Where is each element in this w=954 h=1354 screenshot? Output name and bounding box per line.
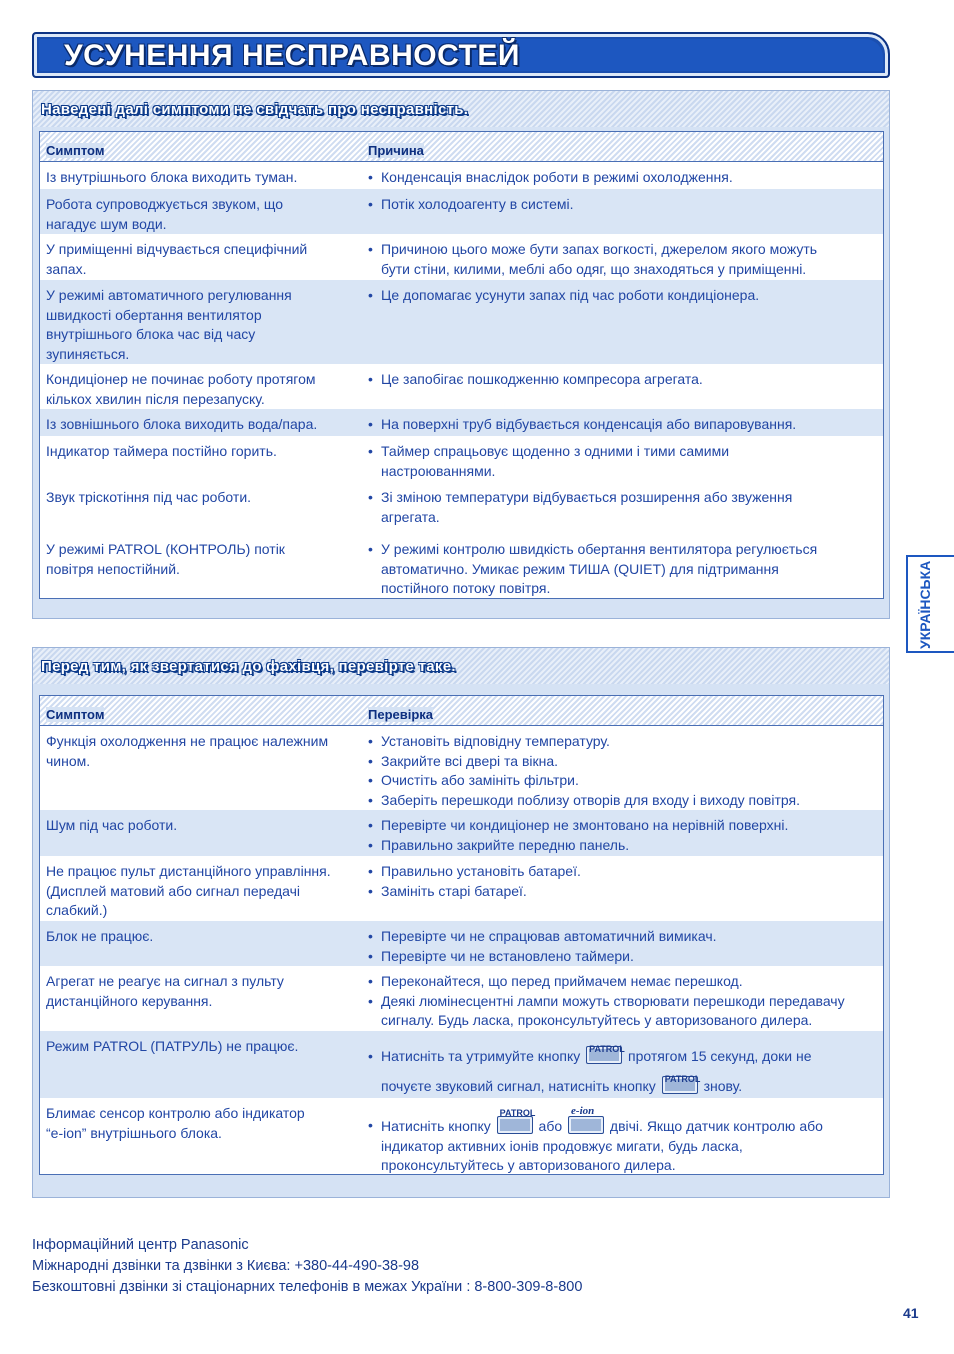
- symptom-text-line: зупиняється.: [46, 345, 130, 362]
- bullet-text-line: • Зі зміною температури відбувається розширення або звуження: [381, 489, 793, 505]
- remedy-cell: [368, 972, 878, 1031]
- section-head: [33, 648, 889, 684]
- bullet-text-line: агрегата.: [381, 508, 440, 525]
- table-row: [40, 1031, 883, 1098]
- symptom-text-line: Не працює пульт дистанційного управління.: [46, 863, 331, 879]
- bullet-text-line: • Причиною цього може бути запах вогкості, джерелом якого можуть: [381, 241, 818, 257]
- button-label: PATROL: [664, 1074, 701, 1084]
- bullet-item: [368, 286, 878, 306]
- symptom-cell: [46, 732, 356, 771]
- symptom-cell: [46, 927, 356, 947]
- bullet-item: [368, 791, 878, 811]
- section-heading: Перед тим, як звертатися до фахівця, перевірте таке.: [41, 658, 456, 675]
- patrol-button-icon: [586, 1044, 625, 1064]
- bullet-item: [368, 240, 878, 279]
- button-label: PATROL: [589, 1044, 625, 1054]
- symptom-text-line: Робота супроводжується звуком, що: [46, 196, 284, 212]
- table-row: [40, 856, 883, 921]
- instruction-text: Натисніть та утримуйте кнопку: [381, 1048, 581, 1064]
- eion-button-icon: [568, 1105, 604, 1134]
- symptom-cell: [46, 195, 356, 234]
- bullet-item: [368, 927, 878, 947]
- bullet-item: [368, 415, 878, 435]
- bullet-text-line: настроюваннями.: [381, 462, 496, 479]
- page-title: УСУНЕННЯ НЕСПРАВНОСТЕЙ: [64, 39, 520, 72]
- instruction-text: або: [538, 1118, 563, 1134]
- symptom-text-line: внутрішнього блока час від часу: [46, 326, 256, 342]
- symptom-text-line: Режим PATROL (ПАТРУЛЬ) не працює.: [46, 1038, 299, 1054]
- symptom-text-line: кількох хвилин після перезапуску.: [46, 390, 265, 407]
- bullet-text-line: автоматично. Умикає режим ТИША (QUIET) для підтримання: [381, 560, 779, 577]
- table-row: [40, 436, 883, 482]
- remedy-cell: [368, 240, 878, 279]
- bullet-item: [368, 816, 878, 836]
- table-row: [40, 482, 883, 534]
- symptom-table: [39, 131, 884, 599]
- bullet-text-line: • Правильно закрийте передню панель.: [381, 836, 630, 853]
- bullet-text-line: • Переконайтеся, що перед приймачем немає перешкод.: [381, 973, 743, 989]
- symptom-text-line: Звук тріскотіння під час роботи.: [46, 489, 252, 505]
- symptom-text-line: “e-ion” внутрішнього блока.: [46, 1124, 222, 1141]
- column-header-cause: Причина: [368, 143, 424, 158]
- symptom-text-line: (Дисплей матовий або сигнал передачі: [46, 882, 300, 899]
- table-row: [40, 189, 883, 234]
- check-table: [39, 695, 884, 1175]
- bullet-text-line: • Перевірте чи не встановлено таймери.: [381, 947, 634, 964]
- footer-line: Інформаційний центр Panasonic: [32, 1237, 249, 1253]
- symptom-text-line: Індикатор таймера постійно горить.: [46, 443, 277, 459]
- symptom-text-line: дистанційного керування.: [46, 992, 213, 1009]
- symptom-cell: [46, 370, 356, 409]
- bullet-text-line: [381, 1071, 878, 1101]
- table-row: [40, 364, 883, 409]
- symptom-cell: [46, 1037, 356, 1057]
- section-check-before-service: [32, 647, 890, 1198]
- symptom-text-line: Із внутрішнього блока виходить туман.: [46, 169, 298, 185]
- patrol-button-icon: [497, 1108, 536, 1134]
- table-row: [40, 726, 883, 810]
- symptom-cell: [46, 972, 356, 1011]
- symptom-cell: [46, 168, 356, 188]
- table-row: [40, 966, 883, 1031]
- column-header-check: Перевірка: [368, 707, 434, 722]
- table-header: [40, 696, 883, 726]
- table-row: [40, 162, 883, 189]
- table-body: [40, 726, 883, 1174]
- bullet-item: [368, 771, 878, 791]
- symptom-cell: [46, 862, 356, 921]
- language-tab-label: УКРАЇНСЬКА: [917, 560, 933, 649]
- symptom-text-line: чином.: [46, 752, 91, 769]
- bullet-item: [368, 752, 878, 772]
- symptom-cell: [46, 415, 356, 435]
- instruction-text: почуєте звуковий сигнал, натисніть кнопку: [381, 1078, 656, 1094]
- instruction-text: двічі. Якщо датчик контролю або: [609, 1118, 823, 1134]
- remedy-cell: [368, 488, 878, 527]
- footer-contact: [32, 1235, 582, 1298]
- symptom-text-line: повітря непостійний.: [46, 560, 180, 577]
- symptom-text-line: слабкий.): [46, 902, 108, 918]
- bullet-text-line: • Це допомагає усунути запах під час роботи кондиціонера.: [381, 287, 760, 303]
- bullet-item: [368, 992, 878, 1031]
- bullet-text-line: • Правильно установіть батареї.: [381, 863, 581, 879]
- bullet-text-line: сигналу. Будь ласка, проконсультуйтесь у авторизованого дилера.: [381, 1012, 813, 1028]
- symptom-text-line: Агрегат не реагує на сигнал з пульту: [46, 973, 284, 989]
- bullet-item: [368, 882, 878, 902]
- symptom-text-line: У режимі PATROL (КОНТРОЛЬ) потік: [46, 541, 285, 557]
- symptom-text-line: У приміщенні відчувається специфічний: [46, 241, 308, 257]
- table-row: [40, 810, 883, 856]
- table-row: [40, 280, 883, 364]
- bullet-text-line: • Конденсація внаслідок роботи в режимі охолодження.: [381, 169, 733, 185]
- bullet-text-line: • Очистіть або замініть фільтри.: [381, 772, 579, 788]
- bullet-text-line: • Перевірте чи кондиціонер не змонтовано на нерівній поверхні.: [381, 817, 789, 833]
- symptom-text-line: Кондиціонер не починає роботу протягом: [46, 371, 316, 387]
- bullet-text-line: • Установіть відповідну температуру.: [381, 733, 610, 749]
- symptom-text-line: Блимає сенсор контролю або індикатор: [46, 1105, 305, 1121]
- symptom-cell: [46, 442, 356, 462]
- footer-line: Міжнародні дзвінки та дзвінки з Києва: +380-44-490-38-98: [32, 1258, 420, 1274]
- symptom-cell: [46, 1104, 356, 1143]
- bullet-item: [368, 370, 878, 390]
- section-not-malfunction: [32, 90, 890, 619]
- remedy-cell: [368, 286, 878, 306]
- bullet-text-line: • Перевірте чи не спрацював автоматичний вимикач.: [381, 928, 717, 944]
- bullet-text-line: • Замініть старі батареї.: [381, 882, 527, 899]
- bullet-text-line: • У режимі контролю швидкість обертання вентилятора регулюється: [381, 541, 818, 557]
- bullet-text-line: • Це запобігає пошкодженню компресора агрегата.: [381, 371, 703, 387]
- bullet-text-line: проконсультуйтесь у авторизованого дилера.: [381, 1157, 676, 1173]
- patrol-button-icon: [662, 1074, 701, 1094]
- bullet-text-line: [381, 1105, 878, 1137]
- remedy-cell: [368, 1104, 878, 1176]
- bullet-text-line: • Закрийте всі двері та вікна.: [381, 752, 559, 769]
- bullet-item: [368, 540, 878, 599]
- bullet-text-line: постійного потоку повітря.: [381, 580, 551, 596]
- section-heading: Наведені далі симптоми не свідчать про несправність.: [41, 101, 469, 118]
- bullet-item: [368, 488, 878, 527]
- table-row: [40, 534, 883, 598]
- bullet-item: [368, 168, 878, 188]
- section-head: [33, 91, 889, 127]
- remedy-cell: [368, 732, 878, 810]
- column-header-symptom: Симптом: [46, 707, 105, 722]
- remedy-cell: [368, 415, 878, 435]
- remedy-cell: [368, 195, 878, 215]
- remedy-cell: [368, 442, 878, 481]
- bullet-item: [368, 1041, 878, 1101]
- language-tab: [906, 555, 954, 653]
- bullet-text-line: • Таймер спрацьовує щоденно з одними і тими самими: [381, 443, 730, 459]
- remedy-cell: [368, 816, 878, 855]
- bullet-item: [368, 862, 878, 882]
- page-number: 41: [903, 1305, 919, 1321]
- bullet-text-line: бути стіни, килими, меблі або одяг, що знаходяться у приміщенні.: [381, 260, 807, 277]
- button-label: e-ion: [571, 1105, 595, 1117]
- bullet-text-line: • Деякі люмінесцентні лампи можуть створювати перешкоди передавачу: [381, 992, 845, 1009]
- column-header-symptom: Симптом: [46, 143, 105, 158]
- symptom-text-line: швидкості обертання вентилятор: [46, 306, 262, 323]
- table-row: [40, 409, 883, 436]
- bullet-text-line: • Заберіть перешкоди поблизу отворів для входу і виходу повітря.: [381, 791, 800, 808]
- instruction-text: протягом 15 секунд, доки не: [628, 1048, 812, 1064]
- bullet-text-line: [381, 1041, 878, 1071]
- bullet-text-line: • Потік холодоагенту в системі.: [381, 196, 574, 212]
- symptom-cell: [46, 540, 356, 579]
- instruction-text: Натисніть кнопку: [381, 1118, 491, 1134]
- remedy-cell: [368, 370, 878, 390]
- remedy-cell: [368, 540, 878, 599]
- bullet-item: [368, 947, 878, 967]
- remedy-cell: [368, 862, 878, 901]
- symptom-cell: [46, 816, 356, 836]
- bullet-item: [368, 1105, 878, 1176]
- bullet-item: [368, 195, 878, 215]
- symptom-cell: [46, 240, 356, 279]
- bullet-item: [368, 836, 878, 856]
- symptom-text-line: У режимі автоматичного регулювання: [46, 287, 292, 303]
- bullet-item: [368, 732, 878, 752]
- bullet-item: [368, 442, 878, 481]
- table-row: [40, 921, 883, 966]
- bullet-item: [368, 972, 878, 992]
- remedy-cell: [368, 168, 878, 188]
- title-bar: [32, 32, 890, 78]
- footer-line: Безкоштовні дзвінки зі стаціонарних телефонів в межах України : 8-800-309-8-800: [32, 1279, 583, 1295]
- symptom-cell: [46, 488, 356, 508]
- table-body: [40, 162, 883, 598]
- symptom-text-line: запах.: [46, 260, 87, 277]
- table-header: [40, 132, 883, 162]
- remedy-cell: [368, 1037, 878, 1101]
- symptom-text-line: Блок не працює.: [46, 928, 154, 944]
- remedy-cell: [368, 927, 878, 966]
- instruction-text: знову.: [703, 1078, 743, 1094]
- symptom-text-line: Із зовнішнього блока виходить вода/пара.: [46, 416, 318, 432]
- symptom-text-line: Функція охолодження не працює належним: [46, 733, 329, 749]
- bullet-text-line: • На поверхні труб відбувається конденсація або випаровування.: [381, 416, 797, 432]
- symptom-text-line: нагадує шум води.: [46, 215, 167, 232]
- symptom-text-line: Шум під час роботи.: [46, 817, 178, 833]
- table-row: [40, 234, 883, 280]
- button-label: PATROL: [499, 1108, 536, 1118]
- bullet-text-line: індикатор активних іонів продовжує мигати, будь ласка,: [381, 1137, 743, 1154]
- symptom-cell: [46, 286, 356, 364]
- table-row: [40, 1098, 883, 1174]
